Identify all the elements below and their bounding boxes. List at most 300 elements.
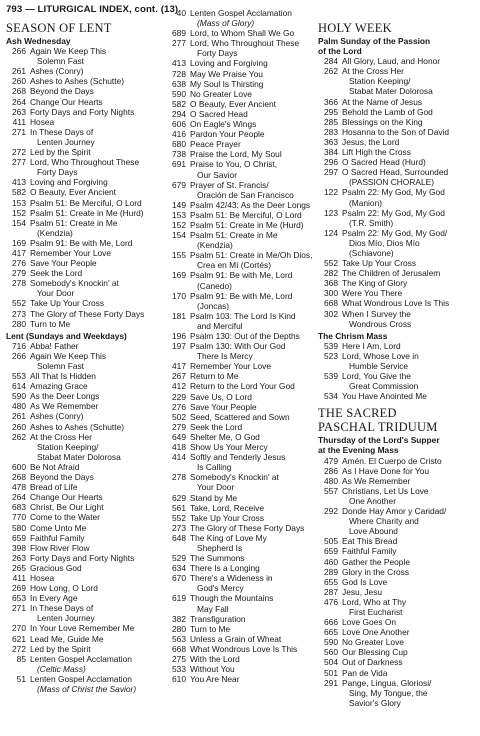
hymn-number: 621 (12, 633, 26, 644)
index-entry (166, 210, 318, 220)
hymn-title: God Is Love (342, 576, 388, 587)
hymn-number: 590 (172, 88, 186, 99)
section-heading: SEASON OF LENT (6, 21, 112, 35)
index-entry-continuation (166, 543, 318, 553)
hymn-title: Lenten Gospel Acclamation (30, 673, 132, 684)
index-entry-continuation (166, 604, 318, 614)
index-entry (6, 432, 166, 442)
hymn-title: Softly and Tenderly Jesus (190, 452, 286, 463)
index-entry (318, 208, 478, 218)
hymn-number (318, 516, 342, 526)
index-entry-continuation (318, 238, 478, 248)
index-entry (6, 278, 166, 288)
hymn-title: Our Savior (190, 169, 238, 180)
hymn-number: 123 (324, 207, 338, 218)
hymn-title: (Manion) (342, 197, 383, 208)
hymn-number (166, 48, 190, 58)
hymn-number: 539 (324, 371, 338, 382)
hymn-number: 413 (172, 58, 186, 69)
hymn-title: Again We Keep This (30, 350, 107, 361)
index-entry (166, 89, 318, 99)
hymn-number (166, 351, 190, 361)
index-entry (6, 117, 166, 127)
hymn-number (6, 228, 30, 238)
index-entry (318, 657, 478, 667)
index-entry (6, 319, 166, 329)
hymn-title: Show Us Your Mercy (190, 442, 268, 453)
hymn-number: 122 (324, 187, 338, 198)
hymn-number: 154 (172, 230, 186, 241)
hymn-title: (PASSION CHORALE) (342, 177, 434, 188)
hymn-title: Remember Your Love (190, 361, 272, 372)
hymn-number: 691 (172, 159, 186, 170)
hymn-number: 291 (324, 677, 338, 688)
hymn-number: 479 (324, 455, 338, 466)
index-entry-continuation (318, 86, 478, 96)
hymn-title: Psalm 91: Be with Me, Lord (190, 290, 293, 301)
hymn-title: Praise to You, O Christ, (190, 159, 278, 170)
hymn-title: In Your Love Remember Me (30, 623, 135, 634)
hymn-number: 480 (324, 475, 338, 486)
hymn-number (6, 664, 30, 674)
hymn-number: 154 (12, 217, 26, 228)
hymn-title: (Kendzia) (190, 240, 233, 251)
hymn-number: 196 (172, 331, 186, 341)
hymn-number: 276 (12, 258, 26, 269)
hymn-number: 668 (172, 643, 186, 654)
hymn-title: Forty Days and Forty Nights (30, 552, 135, 563)
hymn-number (6, 56, 30, 66)
hymn-number: 382 (172, 613, 186, 624)
hymn-title: O Beauty, Ever Ancient (190, 98, 276, 109)
hymn-number: 363 (324, 136, 338, 147)
hymn-title: Station Keeping/ (342, 76, 411, 87)
index-entry (318, 137, 478, 147)
hymn-title: Without You (190, 664, 235, 675)
hymn-title: With the Lord (190, 654, 240, 664)
hymn-number (318, 381, 342, 391)
hymn-number: 262 (324, 66, 338, 77)
hymn-title: All Glory, Laud, and Honor (342, 56, 441, 67)
hymn-number: 614 (12, 381, 26, 392)
index-entry (6, 472, 166, 482)
index-entry (6, 157, 166, 167)
hymn-title: Lenten Journey (30, 136, 95, 147)
hymn-number: 552 (12, 298, 26, 309)
index-entry (6, 553, 166, 563)
index-entry (318, 617, 478, 627)
hymn-title: Stabat Mater Dolorosa (342, 86, 433, 97)
hymn-title: (Celtic Mass) (30, 663, 86, 674)
hymn-title: As We Remember (342, 475, 411, 486)
index-entry (6, 187, 166, 197)
hymn-number: 552 (172, 512, 186, 523)
index-entry (6, 533, 166, 543)
hymn-title: (T.R. Smith) (342, 217, 394, 228)
index-entry (166, 523, 318, 533)
index-entry (318, 557, 478, 567)
index-entry-continuation (318, 526, 478, 536)
hymn-title: Be Not Afraid (30, 461, 80, 472)
index-entry (166, 8, 318, 18)
hymn-number (318, 607, 342, 617)
hymn-number: 292 (324, 506, 338, 517)
index-entry (318, 577, 478, 587)
hymn-number: 181 (172, 310, 186, 321)
hymn-number: 280 (172, 623, 186, 634)
hymn-number (318, 361, 342, 371)
hymn-number: 655 (324, 576, 338, 587)
index-entry (166, 291, 318, 301)
hymn-title: Love Goes On (342, 617, 397, 628)
index-entry (318, 187, 478, 197)
page-header: 793 — LITURGICAL INDEX, cont. (13) (6, 4, 179, 15)
hymn-number: 229 (172, 391, 186, 402)
hymn-title: Beyond the Days (30, 86, 94, 97)
hymn-number (318, 496, 342, 506)
hymn-number: 679 (172, 179, 186, 190)
hymn-title: Out of Darkness (342, 657, 403, 668)
hymn-title: Lenten Gospel Acclamation (190, 8, 292, 18)
index-entry-continuation (6, 452, 166, 462)
index-entry-continuation (166, 281, 318, 291)
hymn-number: 476 (324, 596, 338, 607)
hymn-number: 384 (324, 147, 338, 158)
hymn-number: 417 (12, 247, 26, 258)
hymn-title: Unless a Grain of Wheat (190, 633, 282, 644)
index-entry (166, 99, 318, 109)
hymn-number: 413 (12, 177, 26, 188)
index-entry (6, 268, 166, 278)
hymn-title: Save Us, O Lord (190, 391, 252, 402)
index-entry (166, 270, 318, 280)
hymn-number: 670 (172, 573, 186, 584)
hymn-title: Gracious God (30, 562, 82, 573)
hymn-number: 149 (172, 199, 186, 210)
hymn-title: Transfiguration (190, 613, 246, 624)
hymn-number (166, 301, 190, 311)
hymn-number (318, 319, 342, 329)
hymn-title: At the Cross Her (30, 431, 92, 442)
index-entry (6, 573, 166, 583)
hymn-number: 606 (172, 119, 186, 130)
hymn-title: When I Survey the (342, 308, 411, 319)
hymn-title: O Sacred Head, Surrounded (342, 167, 449, 178)
hymn-number: 266 (12, 350, 26, 361)
hymn-number (318, 86, 342, 96)
hymn-title: Amazing Grace (30, 381, 88, 392)
index-entry (6, 208, 166, 218)
index-entry (166, 422, 318, 432)
index-entry (6, 107, 166, 117)
hymn-title: (Schiavone) (342, 247, 394, 258)
hymn-title: Love One Another (342, 627, 410, 638)
hymn-title: At the Name of Jesus (342, 96, 423, 107)
index-entry (318, 637, 478, 647)
hymn-title: Change Our Hearts (30, 96, 103, 107)
index-entry (318, 56, 478, 66)
index-entry (318, 567, 478, 577)
hymn-title: Ashes (Conry) (30, 411, 84, 422)
hymn-number: 590 (12, 391, 26, 402)
hymn-title: Return to the Lord Your God (190, 381, 295, 392)
index-entry (318, 147, 478, 157)
subsection-heading: Palm Sunday of the Passion (318, 36, 431, 46)
index-entry (318, 476, 478, 486)
hymn-title: and Merciful (190, 320, 243, 331)
hymn-number: 51 (16, 673, 26, 684)
index-entry-continuation (6, 137, 166, 147)
hymn-title: (Joncas) (190, 300, 230, 311)
hymn-title: Jesu, Jesu (342, 586, 383, 597)
index-entry (6, 654, 166, 664)
hymn-number (166, 321, 190, 331)
index-entry (6, 583, 166, 593)
hymn-title: Come Unto Me (30, 522, 87, 533)
hymn-title: Psalm 51: Create in Me (190, 230, 278, 241)
hymn-title: No Greater Love (190, 88, 252, 99)
hymn-number: 668 (324, 298, 338, 309)
hymn-title: Christians, Let Us Love (342, 485, 429, 496)
index-entry (6, 76, 166, 86)
hymn-title: Faithful Family (30, 532, 85, 543)
hymn-number (6, 288, 30, 298)
index-entry (318, 486, 478, 496)
index-entry (166, 392, 318, 402)
hymn-number (6, 442, 30, 452)
index-entry (318, 107, 478, 117)
hymn-title: On Eagle's Wings (190, 119, 257, 130)
index-entry (166, 634, 318, 644)
index-entry (6, 66, 166, 76)
index-entry-continuation (318, 381, 478, 391)
hymn-number: 197 (172, 341, 186, 352)
index-entry (166, 593, 318, 603)
index-entry-continuation (166, 48, 318, 58)
index-entry (6, 371, 166, 381)
index-entry-continuation (318, 198, 478, 208)
index-entry (166, 513, 318, 523)
hymn-title: First Eucharist (342, 606, 403, 617)
hymn-title: Praise the Lord, My Soul (190, 149, 282, 160)
hymn-number: 665 (324, 627, 338, 638)
hymn-title: Solemn Fast (30, 361, 84, 371)
hymn-title: Lord, You Give the (342, 371, 411, 382)
index-entry (318, 167, 478, 177)
hymn-number: 590 (324, 637, 338, 648)
hymn-title: Savior's Glory (342, 697, 401, 708)
hymn-number: 296 (324, 157, 338, 168)
hymn-number: 738 (172, 149, 186, 160)
hymn-number: 629 (172, 492, 186, 503)
index-entry (6, 603, 166, 613)
hymn-number (166, 462, 190, 472)
index-entry-continuation (6, 167, 166, 177)
index-entry-continuation (6, 613, 166, 623)
index-entry-continuation (6, 288, 166, 298)
hymn-number (6, 361, 30, 371)
index-entry (318, 536, 478, 546)
index-entry (6, 46, 166, 56)
hymn-title: The Glory of These Forty Days (190, 522, 305, 533)
hymn-title: Save Your People (30, 258, 97, 269)
hymn-number: 264 (12, 492, 26, 503)
hymn-title: Pan de Vida (342, 667, 388, 678)
hymn-number: 278 (172, 472, 186, 483)
hymn-title: Crea en Mí (Cortés) (190, 260, 271, 271)
index-entry (166, 69, 318, 79)
index-entry (6, 198, 166, 208)
hymn-title: Here I Am, Lord (342, 340, 401, 351)
hymn-title: The King of Glory (342, 278, 408, 289)
hymn-number (166, 482, 190, 492)
index-entry (318, 127, 478, 137)
index-entry (166, 230, 318, 240)
hymn-title: Though the Mountains (190, 593, 274, 604)
hymn-title: Psalm 130: With Our God (190, 341, 286, 352)
hymn-title: Psalm 51: Be Merciful, O Lord (190, 209, 302, 220)
hymn-number: 683 (12, 502, 26, 513)
hymn-title: Again We Keep This (30, 46, 107, 57)
hymn-title: Where Charity and (342, 516, 419, 527)
hymn-number: 728 (172, 68, 186, 79)
hymn-number: 85 (16, 653, 26, 664)
index-entry (166, 129, 318, 139)
hymn-number (318, 218, 342, 228)
index-entry (166, 159, 318, 169)
hymn-title: Is Calling (190, 462, 232, 473)
hymn-number: 418 (172, 442, 186, 453)
hymn-number (318, 248, 342, 258)
hymn-number: 264 (12, 96, 26, 107)
hymn-number: 286 (324, 465, 338, 476)
hymn-number: 297 (324, 167, 338, 178)
index-entry-continuation (318, 177, 478, 187)
index-entry (318, 97, 478, 107)
hymn-title: Turn to Me (190, 623, 231, 634)
hymn-number (318, 526, 342, 536)
index-entry (318, 597, 478, 607)
hymn-title: As the Deer Longs (30, 391, 100, 402)
index-entry-continuation (318, 688, 478, 698)
hymn-number: 284 (324, 56, 338, 67)
hymn-title: Bread of Life (30, 482, 78, 493)
index-entry (166, 654, 318, 664)
hymn-title: Love Abound (342, 526, 398, 537)
index-entry (318, 258, 478, 268)
index-entry-continuation (6, 442, 166, 452)
hymn-number: 262 (12, 431, 26, 442)
hymn-title: Loving and Forgiving (190, 58, 268, 69)
hymn-number: 659 (12, 532, 26, 543)
hymn-title: Shelter Me, O God (190, 431, 260, 442)
index-entry (318, 546, 478, 556)
hymn-number: 273 (12, 308, 26, 319)
index-entry (6, 543, 166, 553)
hymn-title: Change Our Hearts (30, 492, 103, 503)
hymn-number: 302 (324, 308, 338, 319)
hymn-title: Return to Me (190, 371, 239, 382)
index-entry (6, 492, 166, 502)
hymn-number: 563 (172, 633, 186, 644)
hymn-title: Humble Service (342, 361, 409, 371)
hymn-number (166, 583, 190, 593)
hymn-title: Lift High the Cross (342, 147, 411, 158)
hymn-number: 610 (172, 674, 186, 685)
hymn-number: 300 (324, 288, 338, 299)
hymn-number: 271 (12, 126, 26, 137)
hymn-title: The Summons (190, 553, 245, 564)
hymn-number: 505 (324, 536, 338, 547)
hymn-number: 416 (172, 129, 186, 140)
index-entry (318, 627, 478, 637)
hymn-number: 260 (12, 421, 26, 432)
index-entry (166, 180, 318, 190)
hymn-title: Somebody's Knockin' at (30, 278, 119, 289)
index-entry (166, 472, 318, 482)
hymn-number: 285 (324, 116, 338, 127)
index-entry-continuation (318, 607, 478, 617)
index-entry-continuation (166, 190, 318, 200)
index-entry (166, 311, 318, 321)
hymn-number: 552 (324, 258, 338, 269)
hymn-number: 170 (172, 290, 186, 301)
index-entry (318, 278, 478, 288)
index-entry-continuation (6, 361, 166, 371)
hymn-title: Ashes (Conry) (30, 66, 84, 77)
index-entry-continuation (6, 684, 166, 694)
hymn-title: Dios Mío, Dios Mío (342, 237, 420, 248)
hymn-title: Our Blessing Cup (342, 647, 408, 658)
index-entry (166, 412, 318, 422)
index-entry (318, 298, 478, 308)
hymn-number: 414 (172, 452, 186, 463)
hymn-number: 40 (176, 8, 186, 18)
hymn-title: Forty Days (190, 48, 238, 59)
hymn-number: 124 (324, 227, 338, 238)
index-entry (318, 678, 478, 688)
hymn-title: You Have Anointed Me (342, 391, 427, 402)
hymn-title: How Long, O Lord (30, 583, 98, 594)
index-entry (6, 593, 166, 603)
index-entry (6, 462, 166, 472)
index-entry (166, 614, 318, 624)
index-entry (318, 456, 478, 466)
hymn-title: What Wondrous Love Is This (190, 643, 298, 654)
hymn-number: 480 (12, 401, 26, 412)
index-entry (6, 309, 166, 319)
index-entry-continuation (166, 351, 318, 361)
hymn-title: Seek the Lord (30, 268, 83, 279)
index-entry (166, 361, 318, 371)
index-entry (6, 351, 166, 361)
hymn-number (318, 177, 342, 187)
hymn-title: Lead Me, Guide Me (30, 633, 104, 644)
index-entry (166, 624, 318, 634)
hymn-title: Prayer of St. Francis/ (190, 179, 269, 190)
hymn-title: Glory in the Cross (342, 566, 410, 577)
hymn-title: Somebody's Knockin' at (190, 472, 279, 483)
hymn-number (166, 170, 190, 180)
section-heading: PASCHAL TRIDUUM (318, 420, 438, 435)
index-entry-continuation (166, 583, 318, 593)
hymn-number (6, 613, 30, 623)
hymn-number: 152 (12, 207, 26, 218)
hymn-number: 411 (12, 572, 26, 583)
hymn-title: Shepherd Is (190, 542, 243, 553)
hymn-title: Beyond the Days (30, 472, 94, 483)
hymn-number: 529 (172, 553, 186, 564)
